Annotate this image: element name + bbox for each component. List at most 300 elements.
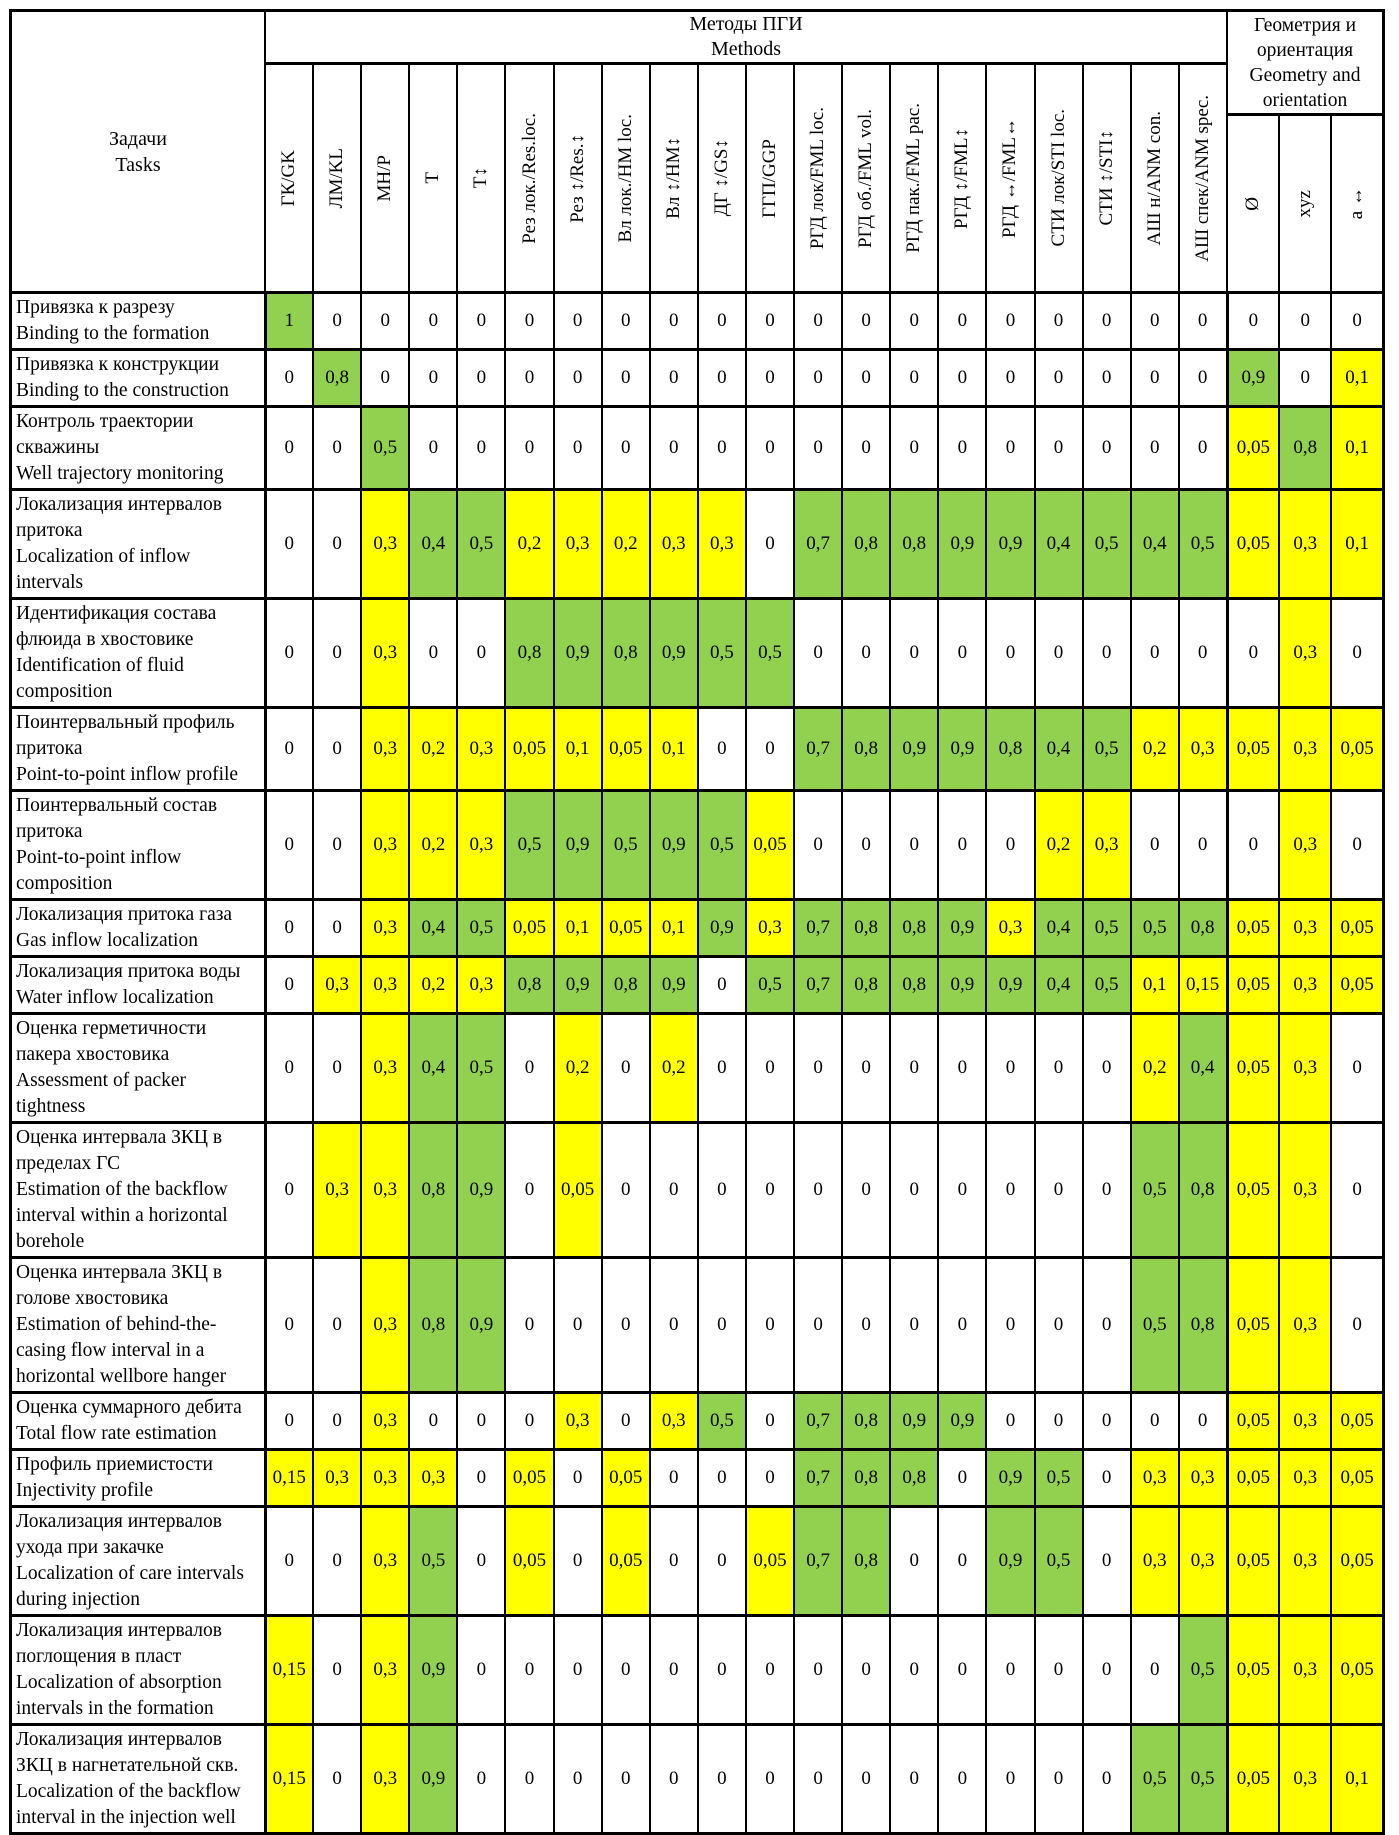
geometry-value-cell: 0,3 <box>1279 1616 1331 1725</box>
method-value-cell: 0,5 <box>1035 1450 1083 1507</box>
method-value-cell: 0 <box>313 1616 361 1725</box>
geometry-value-cell: 0,05 <box>1227 708 1279 791</box>
task-row <box>11 293 1384 350</box>
method-value-cell: 0,8 <box>409 1123 457 1258</box>
method-value-cell: 0 <box>938 1258 986 1393</box>
method-value-cell: 0 <box>1179 791 1227 900</box>
method-column-header <box>602 64 650 293</box>
geometry-value-cell: 0,3 <box>1279 599 1331 708</box>
method-value-cell: 0 <box>938 407 986 490</box>
method-value-cell: 0,8 <box>842 1507 890 1616</box>
method-value-cell: 1 <box>265 293 313 350</box>
method-column-label: РГД пак./FML рас. <box>903 103 925 253</box>
task-label-en: Estimation of behind-the-casing flow interval in a horizontal wellbore hanger <box>16 1314 227 1387</box>
method-column-header <box>842 64 890 293</box>
method-value-cell: 0,8 <box>890 1450 938 1507</box>
task-cell <box>11 599 266 708</box>
method-value-cell: 0 <box>842 1616 890 1725</box>
method-column-label: СТИ лок/STI loc. <box>1047 109 1069 247</box>
task-label-en: Well trajectory monitoring <box>16 463 224 484</box>
method-value-cell: 0 <box>890 1725 938 1834</box>
task-label-ru: Профиль приемистости <box>16 1454 213 1475</box>
method-value-cell: 0 <box>505 1393 553 1450</box>
method-value-cell: 0,8 <box>1179 900 1227 957</box>
method-value-cell: 0 <box>1131 407 1179 490</box>
method-column-label: Т <box>422 172 444 184</box>
task-row <box>11 407 1384 490</box>
method-value-cell: 0 <box>1083 1014 1131 1123</box>
method-value-cell: 0 <box>890 791 938 900</box>
method-value-cell: 0 <box>1083 1258 1131 1393</box>
method-value-cell: 0 <box>554 1507 602 1616</box>
method-value-cell: 0,3 <box>650 1393 698 1450</box>
method-value-cell: 0,3 <box>1179 708 1227 791</box>
method-value-cell: 0,3 <box>361 1616 409 1725</box>
task-cell <box>11 1725 266 1834</box>
task-row <box>11 350 1384 407</box>
geometry-value-cell: 0,3 <box>1279 957 1331 1014</box>
method-value-cell: 0,3 <box>746 900 794 957</box>
method-value-cell: 0 <box>1035 350 1083 407</box>
geometry-value-cell: 0,3 <box>1279 1450 1331 1507</box>
method-value-cell: 0,3 <box>313 957 361 1014</box>
method-column-header <box>986 64 1034 293</box>
geometry-value-cell: 0 <box>1331 293 1383 350</box>
method-value-cell: 0,05 <box>602 1450 650 1507</box>
method-value-cell: 0 <box>650 1725 698 1834</box>
method-value-cell: 0,5 <box>1179 490 1227 599</box>
method-value-cell: 0,9 <box>650 599 698 708</box>
method-value-cell: 0,05 <box>505 1450 553 1507</box>
method-column-header <box>1131 64 1179 293</box>
geometry-value-cell: 0,05 <box>1227 1123 1279 1258</box>
method-value-cell: 0 <box>1083 1616 1131 1725</box>
method-value-cell: 0,3 <box>1083 791 1131 900</box>
tasks-header-ru: Задачи <box>109 127 167 150</box>
method-value-cell: 0,05 <box>602 1507 650 1616</box>
method-value-cell: 0,5 <box>1131 1725 1179 1834</box>
method-value-cell: 0 <box>505 1258 553 1393</box>
method-value-cell: 0 <box>554 1616 602 1725</box>
method-value-cell: 0 <box>313 407 361 490</box>
task-label-ru: Оценка интервала ЗКЦ в пределах ГС <box>16 1127 223 1174</box>
method-value-cell: 0,8 <box>842 957 890 1014</box>
geometry-value-cell: 0,05 <box>1227 490 1279 599</box>
method-value-cell: 0 <box>698 293 746 350</box>
method-value-cell: 0,8 <box>602 599 650 708</box>
method-value-cell: 0 <box>602 1258 650 1393</box>
method-value-cell: 0 <box>1035 1616 1083 1725</box>
geometry-value-cell: 0 <box>1279 293 1331 350</box>
method-column-label: РГД об./FML vol. <box>855 108 877 248</box>
method-value-cell: 0,3 <box>361 1123 409 1258</box>
method-value-cell: 0 <box>698 1725 746 1834</box>
method-value-cell: 0 <box>313 708 361 791</box>
method-value-cell: 0,5 <box>698 791 746 900</box>
method-column-header <box>1035 64 1083 293</box>
task-row <box>11 1450 1384 1507</box>
geometry-value-cell: 0,05 <box>1227 900 1279 957</box>
method-value-cell: 0 <box>842 791 890 900</box>
method-value-cell: 0,4 <box>1035 490 1083 599</box>
method-column-header <box>1179 64 1227 293</box>
task-cell <box>11 957 266 1014</box>
method-value-cell: 0 <box>457 407 505 490</box>
method-value-cell: 0 <box>938 1616 986 1725</box>
method-value-cell: 0 <box>602 350 650 407</box>
method-value-cell: 0 <box>265 791 313 900</box>
method-value-cell: 0,9 <box>650 957 698 1014</box>
method-value-cell: 0 <box>554 407 602 490</box>
method-value-cell: 0,3 <box>361 490 409 599</box>
method-value-cell: 0 <box>746 350 794 407</box>
method-column-label: СТИ ↕/STI↕ <box>1095 130 1117 226</box>
method-value-cell: 0 <box>409 350 457 407</box>
method-value-cell: 0 <box>986 599 1034 708</box>
method-value-cell: 0 <box>1131 791 1179 900</box>
method-value-cell: 0 <box>746 490 794 599</box>
method-value-cell: 0,8 <box>890 490 938 599</box>
geometry-value-cell: 0,05 <box>1227 1258 1279 1393</box>
method-value-cell: 0 <box>1179 1393 1227 1450</box>
method-value-cell: 0,1 <box>554 900 602 957</box>
method-value-cell: 0,9 <box>938 1393 986 1450</box>
method-value-cell: 0,9 <box>650 791 698 900</box>
method-value-cell: 0 <box>457 1450 505 1507</box>
geometry-group-header <box>1227 11 1384 115</box>
method-value-cell: 0,5 <box>409 1507 457 1616</box>
method-value-cell: 0 <box>1083 350 1131 407</box>
method-value-cell: 0 <box>650 1616 698 1725</box>
method-value-cell: 0,9 <box>698 900 746 957</box>
method-value-cell: 0 <box>938 791 986 900</box>
method-value-cell: 0,9 <box>554 599 602 708</box>
task-row <box>11 957 1384 1014</box>
method-value-cell: 0 <box>1131 599 1179 708</box>
task-label-ru: Локализация интервалов притока <box>16 494 222 541</box>
method-value-cell: 0,2 <box>1131 708 1179 791</box>
method-value-cell: 0,8 <box>842 1450 890 1507</box>
method-value-cell: 0,15 <box>265 1450 313 1507</box>
method-value-cell: 0 <box>746 1123 794 1258</box>
geometry-column-header <box>1331 115 1383 293</box>
task-row <box>11 1123 1384 1258</box>
geometry-value-cell: 0 <box>1279 350 1331 407</box>
method-value-cell: 0,3 <box>554 490 602 599</box>
method-column-label: АШ н/ANM con. <box>1143 110 1165 246</box>
method-value-cell: 0,3 <box>361 1507 409 1616</box>
task-label-en: Binding to the formation <box>16 323 210 344</box>
geometry-value-cell: 0,9 <box>1227 350 1279 407</box>
method-column-header <box>650 64 698 293</box>
method-value-cell: 0 <box>409 293 457 350</box>
method-value-cell: 0 <box>505 1123 553 1258</box>
method-value-cell: 0 <box>842 1258 890 1393</box>
method-value-cell: 0 <box>265 957 313 1014</box>
method-value-cell: 0 <box>650 293 698 350</box>
method-value-cell: 0 <box>313 599 361 708</box>
method-value-cell: 0 <box>1179 293 1227 350</box>
method-column-label: АШ спек/ANM spec. <box>1191 94 1213 262</box>
method-value-cell: 0,3 <box>361 1450 409 1507</box>
method-column-label: ДГ ↕/GS↕ <box>710 139 732 217</box>
method-value-cell: 0,9 <box>554 791 602 900</box>
method-value-cell: 0,5 <box>1179 1616 1227 1725</box>
task-cell <box>11 1123 266 1258</box>
task-label-ru: Привязка к конструкции <box>16 354 220 375</box>
method-value-cell: 0,9 <box>890 1393 938 1450</box>
geometry-value-cell: 0 <box>1331 599 1383 708</box>
method-value-cell: 0 <box>1035 1725 1083 1834</box>
task-cell <box>11 407 266 490</box>
method-value-cell: 0,5 <box>1083 900 1131 957</box>
method-value-cell: 0,1 <box>650 708 698 791</box>
method-value-cell: 0,8 <box>1179 1258 1227 1393</box>
geometry-value-cell: 0,3 <box>1279 1014 1331 1123</box>
method-value-cell: 0,9 <box>938 490 986 599</box>
method-value-cell: 0,4 <box>409 490 457 599</box>
task-label-en: Injectivity profile <box>16 1480 153 1501</box>
method-value-cell: 0 <box>1131 1393 1179 1450</box>
method-value-cell: 0,2 <box>650 1014 698 1123</box>
geometry-value-cell: 0,3 <box>1279 1123 1331 1258</box>
task-label-en: Assessment of packer tightness <box>16 1070 187 1117</box>
method-value-cell: 0 <box>938 599 986 708</box>
method-value-cell: 0 <box>698 1014 746 1123</box>
method-value-cell: 0,5 <box>1131 1258 1179 1393</box>
method-value-cell: 0 <box>1083 1507 1131 1616</box>
task-label-ru: Локализация притока воды <box>16 961 241 982</box>
method-value-cell: 0 <box>650 350 698 407</box>
geometry-value-cell: 0,05 <box>1227 1616 1279 1725</box>
method-value-cell: 0 <box>746 407 794 490</box>
method-value-cell: 0,5 <box>1083 490 1131 599</box>
method-column-header <box>746 64 794 293</box>
method-value-cell: 0,3 <box>1131 1450 1179 1507</box>
task-label-ru: Локализация интервалов ухода при закачке <box>16 1511 222 1558</box>
method-value-cell: 0,3 <box>361 599 409 708</box>
task-label-en: Point-to-point inflow composition <box>16 847 182 894</box>
method-value-cell: 0 <box>746 708 794 791</box>
method-value-cell: 0 <box>794 599 842 708</box>
method-value-cell: 0 <box>313 900 361 957</box>
method-value-cell: 0 <box>650 1450 698 1507</box>
method-value-cell: 0 <box>313 1725 361 1834</box>
method-value-cell: 0,5 <box>602 791 650 900</box>
task-cell <box>11 1616 266 1725</box>
method-value-cell: 0 <box>313 293 361 350</box>
method-value-cell: 0,5 <box>457 900 505 957</box>
method-value-cell: 0,1 <box>650 900 698 957</box>
method-value-cell: 0 <box>1035 1258 1083 1393</box>
method-column-header <box>265 64 313 293</box>
method-value-cell: 0 <box>457 1393 505 1450</box>
method-value-cell: 0 <box>698 1507 746 1616</box>
geometry-value-cell: 0,05 <box>1331 1507 1383 1616</box>
method-value-cell: 0 <box>1131 293 1179 350</box>
method-value-cell: 0 <box>986 1616 1034 1725</box>
method-value-cell: 0 <box>265 900 313 957</box>
task-cell <box>11 1507 266 1616</box>
method-value-cell: 0,9 <box>409 1616 457 1725</box>
method-column-label: ГК/GK <box>278 149 300 207</box>
task-cell <box>11 350 266 407</box>
task-row <box>11 1507 1384 1616</box>
method-value-cell: 0,15 <box>265 1725 313 1834</box>
method-value-cell: 0 <box>1035 293 1083 350</box>
method-value-cell: 0,8 <box>890 900 938 957</box>
task-row <box>11 490 1384 599</box>
geometry-value-cell: 0,05 <box>1227 1725 1279 1834</box>
geometry-value-cell: 0,3 <box>1279 708 1331 791</box>
task-label-en: Localization of the backflow interval in the injection well <box>16 1781 241 1828</box>
method-value-cell: 0 <box>794 293 842 350</box>
method-value-cell: 0,4 <box>409 900 457 957</box>
geometry-value-cell: 0,05 <box>1227 957 1279 1014</box>
method-value-cell: 0,5 <box>746 599 794 708</box>
task-label-ru: Поинтервальный состав притока <box>16 795 218 842</box>
method-column-label: ЛМ/KL <box>326 147 348 209</box>
method-value-cell: 0 <box>890 1014 938 1123</box>
method-value-cell: 0,9 <box>457 1123 505 1258</box>
geometry-column-label: xyz <box>1294 189 1316 218</box>
method-value-cell: 0,3 <box>361 1014 409 1123</box>
method-value-cell: 0,3 <box>1179 1450 1227 1507</box>
method-column-header <box>361 64 409 293</box>
method-value-cell: 0 <box>265 490 313 599</box>
method-value-cell: 0 <box>505 1616 553 1725</box>
method-value-cell: 0,4 <box>1179 1014 1227 1123</box>
method-value-cell: 0 <box>505 350 553 407</box>
method-value-cell: 0 <box>505 1014 553 1123</box>
method-value-cell: 0 <box>842 1014 890 1123</box>
method-value-cell: 0 <box>986 1393 1034 1450</box>
method-value-cell: 0 <box>1131 350 1179 407</box>
method-value-cell: 0 <box>698 1123 746 1258</box>
method-value-cell: 0 <box>986 350 1034 407</box>
geometry-value-cell: 0,05 <box>1227 1393 1279 1450</box>
geometry-value-cell: 0 <box>1331 791 1383 900</box>
task-cell <box>11 490 266 599</box>
geometry-value-cell: 0,05 <box>1331 900 1383 957</box>
geometry-value-cell: 0,3 <box>1279 490 1331 599</box>
method-value-cell: 0,5 <box>457 1014 505 1123</box>
method-value-cell: 0,8 <box>842 490 890 599</box>
method-value-cell: 0,3 <box>361 1393 409 1450</box>
method-value-cell: 0 <box>650 1507 698 1616</box>
method-value-cell: 0 <box>890 1123 938 1258</box>
geometry-value-cell: 0,05 <box>1331 1616 1383 1725</box>
method-value-cell: 0 <box>1083 1123 1131 1258</box>
method-value-cell: 0 <box>986 791 1034 900</box>
method-value-cell: 0,8 <box>505 599 553 708</box>
task-label-ru: Оценка интервала ЗКЦ в голове хвостовика <box>16 1262 223 1309</box>
method-value-cell: 0 <box>554 1725 602 1834</box>
method-value-cell: 0,8 <box>409 1258 457 1393</box>
method-value-cell: 0 <box>1083 407 1131 490</box>
method-value-cell: 0 <box>698 1450 746 1507</box>
method-value-cell: 0,4 <box>1035 708 1083 791</box>
method-column-header <box>505 64 553 293</box>
methods-tasks-matrix-table <box>9 9 1385 1835</box>
method-value-cell: 0,7 <box>794 1450 842 1507</box>
method-value-cell: 0,9 <box>986 1507 1034 1616</box>
method-value-cell: 0 <box>313 1258 361 1393</box>
task-label-en: Gas inflow localization <box>16 930 198 951</box>
method-value-cell: 0,5 <box>1131 900 1179 957</box>
task-label-en: Water inflow localization <box>16 987 214 1008</box>
method-value-cell: 0 <box>313 1014 361 1123</box>
method-value-cell: 0 <box>986 1725 1034 1834</box>
method-value-cell: 0,2 <box>409 957 457 1014</box>
task-cell <box>11 791 266 900</box>
method-value-cell: 0,2 <box>554 1014 602 1123</box>
method-value-cell: 0 <box>746 1014 794 1123</box>
method-value-cell: 0,9 <box>554 957 602 1014</box>
method-value-cell: 0 <box>265 1014 313 1123</box>
method-value-cell: 0 <box>313 1507 361 1616</box>
geometry-value-cell: 0,05 <box>1331 957 1383 1014</box>
method-column-header <box>890 64 938 293</box>
task-row <box>11 1393 1384 1450</box>
method-value-cell: 0,3 <box>457 957 505 1014</box>
method-value-cell: 0,7 <box>794 708 842 791</box>
method-value-cell: 0 <box>313 1393 361 1450</box>
task-row <box>11 791 1384 900</box>
method-value-cell: 0 <box>890 293 938 350</box>
task-label-ru: Оценка герметичности пакера хвостовика <box>16 1018 207 1065</box>
method-value-cell: 0,1 <box>554 708 602 791</box>
method-value-cell: 0 <box>938 1450 986 1507</box>
geometry-value-cell: 0,1 <box>1331 350 1383 407</box>
method-value-cell: 0,3 <box>986 900 1034 957</box>
method-value-cell: 0,8 <box>842 708 890 791</box>
method-value-cell: 0,4 <box>1035 900 1083 957</box>
method-value-cell: 0,05 <box>505 708 553 791</box>
method-value-cell: 0,05 <box>505 1507 553 1616</box>
method-value-cell: 0,9 <box>938 708 986 791</box>
task-row <box>11 1616 1384 1725</box>
method-value-cell: 0,7 <box>794 957 842 1014</box>
method-value-cell: 0,2 <box>1035 791 1083 900</box>
method-value-cell: 0,5 <box>1083 957 1131 1014</box>
method-column-header <box>938 64 986 293</box>
task-cell <box>11 1393 266 1450</box>
method-value-cell: 0 <box>746 1258 794 1393</box>
method-value-cell: 0 <box>313 791 361 900</box>
method-value-cell: 0 <box>698 957 746 1014</box>
method-value-cell: 0 <box>1035 1014 1083 1123</box>
method-value-cell: 0 <box>1035 407 1083 490</box>
method-value-cell: 0 <box>505 1725 553 1834</box>
method-value-cell: 0,8 <box>890 957 938 1014</box>
geometry-value-cell: 0,05 <box>1227 1014 1279 1123</box>
methods-header-ru: Методы ПГИ <box>689 13 803 35</box>
method-value-cell: 0 <box>1131 1616 1179 1725</box>
task-label-en: Localization of care intervals during injection <box>16 1563 244 1610</box>
geometry-value-cell: 0,05 <box>1227 1450 1279 1507</box>
method-value-cell: 0 <box>361 293 409 350</box>
method-value-cell: 0 <box>890 407 938 490</box>
method-value-cell: 0,7 <box>794 900 842 957</box>
method-value-cell: 0 <box>938 1014 986 1123</box>
task-label-ru: Оценка суммарного дебита <box>16 1397 242 1418</box>
method-column-label: МН/Р <box>374 154 396 202</box>
task-label-ru: Локализация интервалов ЗКЦ в нагнетательной скв. <box>16 1729 239 1776</box>
method-column-header <box>457 64 505 293</box>
method-value-cell: 0 <box>265 1258 313 1393</box>
method-value-cell: 0 <box>265 407 313 490</box>
